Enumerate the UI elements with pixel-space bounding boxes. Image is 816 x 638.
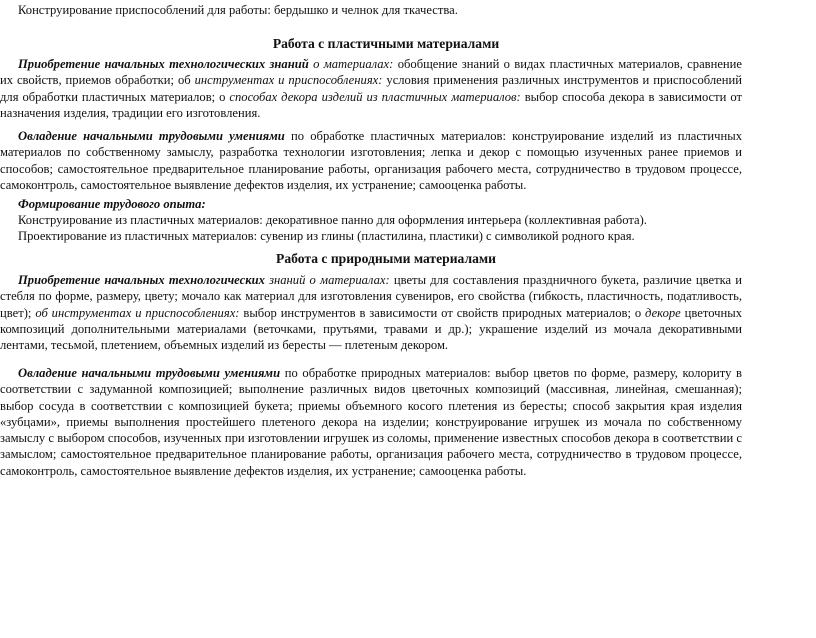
- natural-skills-text: по обработке природных материалов: выбор цветов по форме, размеру, колориту в соответствии с задуманной композицией; выполнение различных видов цветочных композиций (массивная, линейная, смешанная); выбор сосуда в соответствии с композицией букета; приемы объемного косого плетения из бересты; способ закрытия края изделия «зубцами», приемы выполнения простейшего плетеного декора на изделии; конструирование игрушек из мочала по собственному замыслу с выбором способов, изученных при изготовлении игрушек из соломы, применение известных способов декора в соответствии с замыслом; самостоятельное предварительное планирование работы, организация рабочего места, сотрудничество в трудовом процессе, самоконтроль, самостоятельное выявление дефектов изделия, их устранение; самооценка работы.: [0, 366, 742, 478]
- natural-materials-text: цветы для составления праздничного букета, различие цветка и стебля по форме, размеру, цвету; мочало как материал для изготовления сувениров, его свойства (гибкость, пластичность, податливость, цвет);: [0, 273, 743, 320]
- plastic-skills-lead: Овладение начальными трудовыми умениями: [18, 129, 285, 143]
- natural-decor-label: декоре: [645, 305, 681, 320]
- plastic-materials-label: о материалах:: [313, 57, 394, 71]
- natural-section-title: Работа с природными материалами: [276, 251, 496, 266]
- plastic-knowledge-paragraph: [0, 56, 742, 121]
- plastic-skills-paragraph: [0, 128, 742, 193]
- plastic-experience-item-1: Конструирование из пластичных материалов: декоративное панно для оформления интерьера (коллективная работа).: [18, 213, 647, 227]
- plastic-section-title: Работа с пластичными материалами: [272, 36, 500, 51]
- natural-decor-text: цветочных композиций дополнительными материалами (веточками, прутьями, травами и др.); украшение изделий из мочала декоративными лентами, тесьмой, плетением, объемных изделий из бересты — плетеным декором.: [0, 305, 743, 353]
- plastic-experience-title: Формирование трудового опыта:: [18, 197, 206, 211]
- plastic-decor-label: способах декора изделий из пластичных материалов:: [229, 89, 521, 104]
- intro-line: Конструирование приспособлений для работы: бердышко и челнок для ткачества.: [18, 3, 458, 17]
- plastic-knowledge-lead: Приобретение начальных технологических знаний: [18, 57, 309, 71]
- natural-tools-label: об инструментах и приспособлениях:: [35, 305, 240, 320]
- plastic-experience-item-2: Проектирование из пластичных материалов: сувенир из глины (пластилина, пластики) с символикой родного края.: [18, 229, 635, 243]
- natural-knowledge-lead: Приобретение начальных технологических: [18, 273, 265, 287]
- natural-materials-label: знаний о материалах:: [269, 273, 390, 287]
- plastic-decor-text: выбор способа декора в зависимости от назначения изделия, традиции его изготовления.: [0, 89, 742, 120]
- plastic-materials-text: обобщение знаний о видах пластичных материалов, сравнение их свойств, приемов обработки; об: [0, 57, 742, 88]
- natural-skills-lead: Овладение начальными трудовыми умениями: [18, 366, 281, 380]
- plastic-tools-text: условия применения различных инструментов и приспособлений для обработки пластичных материалов; о: [0, 73, 742, 104]
- natural-skills-paragraph: [0, 365, 742, 479]
- plastic-skills-text: по обработке пластичных материалов: конструирование изделий из пластичных материалов по собственному замыслу, разработка технологии изготовления; лепка и декор с помощью изученных ранее приемов и способов; самостоятельное предварительное планирование работы, организация рабочего места, сотрудничество в трудовом процессе, самоконтроль, самостоятельное выявление дефектов изделия, их устранение; самооценка работы.: [0, 129, 743, 192]
- natural-knowledge-paragraph: [0, 272, 742, 353]
- natural-tools-text: выбор инструментов в зависимости от свойств природных материалов; о: [243, 305, 642, 320]
- plastic-tools-label: инструментах и приспособлениях:: [194, 73, 383, 88]
